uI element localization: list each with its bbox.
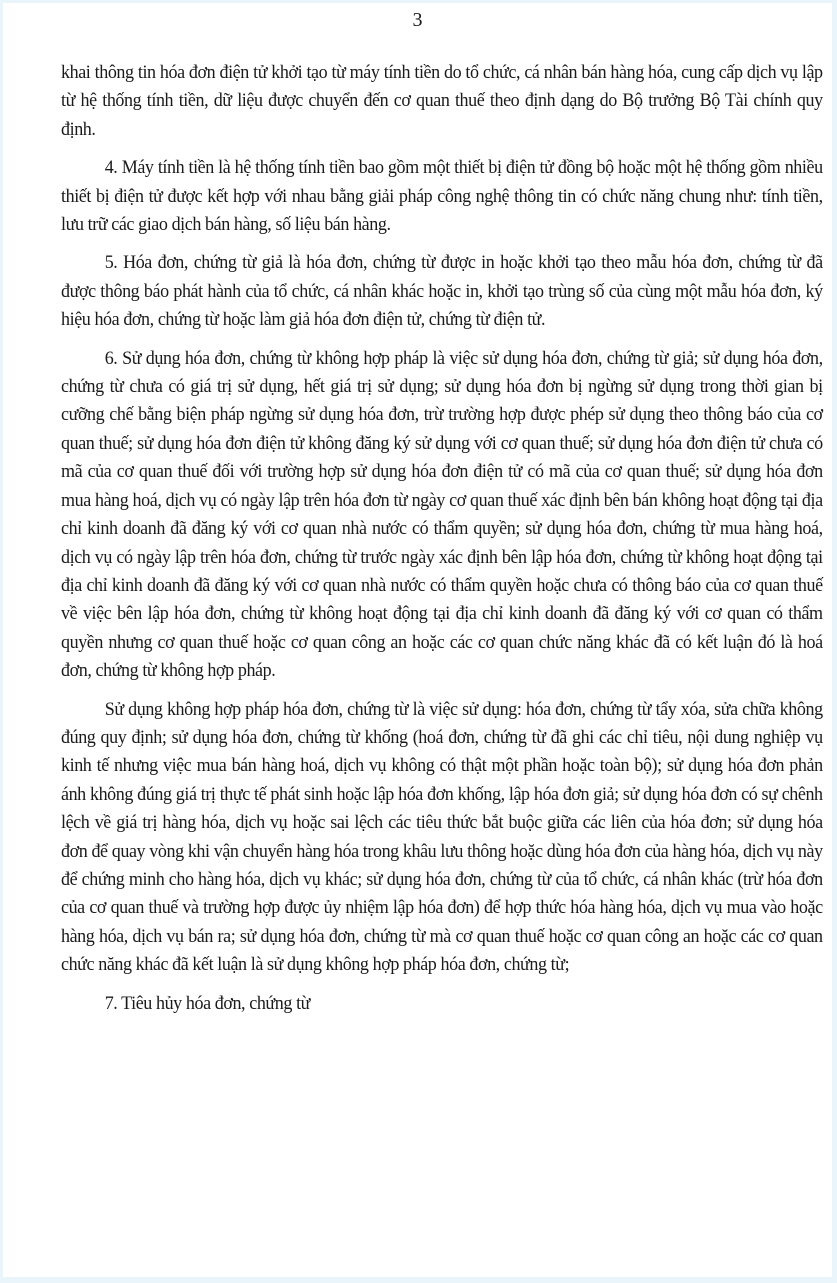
paragraph-illegal-use: Sử dụng không hợp pháp hóa đơn, chứng từ là việc sử dụng: hóa đơn, chứng từ tẩy xóa, sửa chữa không đúng quy định; sử dụng hóa đơn, chứng từ khống (hoá đơn, chứng từ đã ghi các chỉ tiêu, nội dung nghiệp vụ kinh tế nhưng việc mua bán hàng hoá, dịch vụ không có thật một phần hoặc toàn bộ); sử dụng hóa đơn phản ánh không đúng giá trị thực tế phát sinh hoặc lập hóa đơn khống, lập hóa đơn giả; sử dụng hóa đơn có sự chênh lệch về giá trị hàng hóa, dịch vụ hoặc sai lệch các tiêu thức bắt buộc giữa các liên của hóa đơn; sử dụng hóa đơn để quay vòng khi vận chuyển hàng hóa trong khâu lưu thông hoặc dùng hóa đơn của hàng hóa, dịch vụ này để chứng minh cho hàng hóa, dịch vụ khác; sử dụng hóa đơn, chứng từ của tổ chức, cá nhân khác (trừ hóa đơn của cơ quan thuế và trường hợp được ủy nhiệm lập hóa đơn) để hợp thức hóa hàng hóa, dịch vụ mua vào hoặc hàng hóa, dịch vụ bán ra; sử dụng hóa đơn, chứng từ mà cơ quan thuế hoặc cơ quan công an hoặc các cơ quan chức năng khác đã kết luận là sử dụng không hợp pháp hóa đơn, chứng từ; bbox=[61, 698, 823, 976]
paragraph-item-6: 6. Sử dụng hóa đơn, chứng từ không hợp pháp là việc sử dụng hóa đơn, chứng từ giả; sử dụng hóa đơn, chứng từ chưa có giá trị sử dụng, hết giá trị sử dụng; sử dụng hóa đơn bị ngừng sử dụng trong thời gian bị cưỡng chế bằng biện pháp ngừng sử dụng hóa đơn, trừ trường hợp được phép sử dụng theo thông báo của cơ quan thuế; sử dụng hóa đơn điện tử không đăng ký sử dụng với cơ quan thuế; sử dụng hóa đơn điện tử chưa có mã của cơ quan thuế đối với trường hợp sử dụng hóa đơn điện tử có mã của cơ quan thuế; sử dụng hóa đơn mua hàng hoá, dịch vụ có ngày lập trên hóa đơn từ ngày cơ quan thuế xác định bên bán không hoạt động tại địa chỉ kinh doanh đã đăng ký với cơ quan nhà nước có thẩm quyền; sử dụng hóa đơn, chứng từ mua hàng hoá, dịch vụ có ngày lập trên hóa đơn, chứng từ trước ngày xác định bên lập hóa đơn, chứng từ không hoạt động tại địa chỉ kinh doanh đã đăng ký với cơ quan nhà nước có thẩm quyền hoặc chưa có thông báo của cơ quan thuế về việc bên lập hóa đơn, chứng từ không hoạt động tại địa chỉ kinh doanh đã đăng ký với cơ quan có thẩm quyền nhưng cơ quan thuế hoặc cơ quan công an hoặc các cơ quan chức năng khác đã có kết luận đó là hoá đơn, chứng từ không hợp pháp. bbox=[61, 347, 823, 682]
document-page bbox=[3, 3, 832, 1277]
document-body bbox=[61, 59, 823, 1028]
paragraph-item-7: 7. Tiêu hủy hóa đơn, chứng từ bbox=[104, 992, 311, 1014]
paragraph-continuation: khai thông tin hóa đơn điện tử khởi tạo từ máy tính tiền do tổ chức, cá nhân bán hàng hóa, cung cấp dịch vụ lập từ hệ thống tính tiền, dữ liệu được chuyển đến cơ quan thuế theo định dạng do Bộ trưởng Bộ Tài chính quy định. bbox=[61, 62, 823, 140]
paragraph-item-4: 4. Máy tính tiền là hệ thống tính tiền bao gồm một thiết bị điện tử đồng bộ hoặc một hệ thống gồm nhiều thiết bị điện tử được kết hợp với nhau bằng giải pháp công nghệ thông tin có chức năng chung như: tính tiền, lưu trữ các giao dịch bán hàng, số liệu bán hàng. bbox=[61, 157, 823, 236]
page-number: 3 bbox=[412, 9, 423, 31]
paragraph-item-5: 5. Hóa đơn, chứng từ giả là hóa đơn, chứng từ được in hoặc khởi tạo theo mẫu hóa đơn, chứng từ đã được thông báo phát hành của tổ chức, cá nhân khác hoặc in, khởi tạo trùng số của cùng một mẫu hóa đơn, ký hiệu hóa đơn, chứng từ hoặc làm giả hóa đơn điện tử, chứng từ điện tử. bbox=[61, 252, 823, 331]
